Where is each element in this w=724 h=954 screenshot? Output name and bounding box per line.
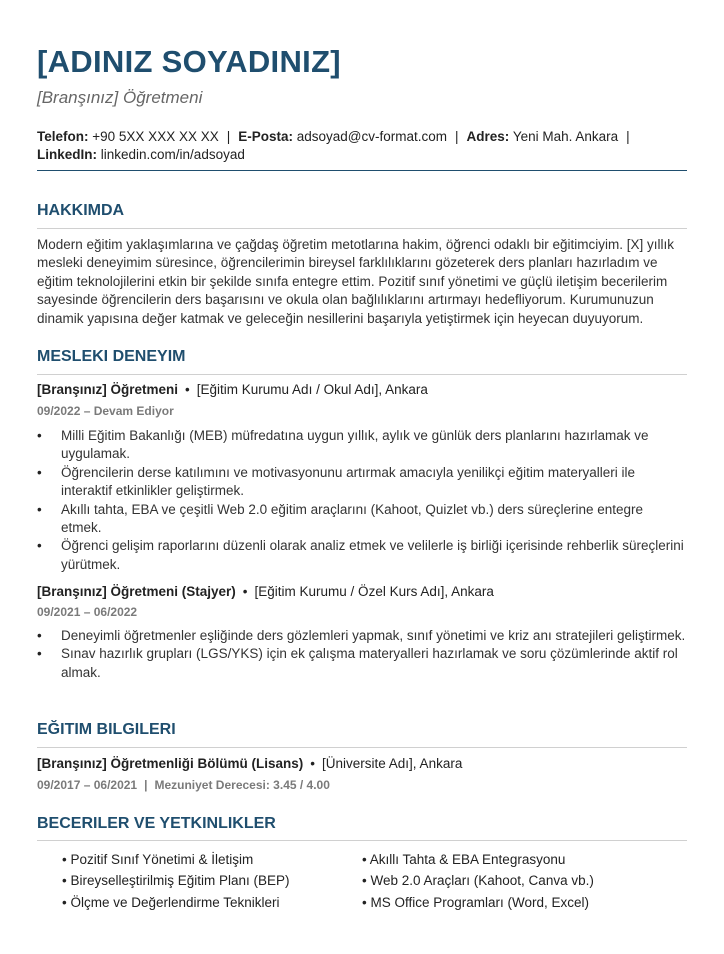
about-text: Modern eğitim yaklaşımlarına ve çağdaş öğretim metotlarına hakim, öğrenci odaklı bir eğitimciyim. [X] yıllık mesleki deneyimim süresince, öğrencilerimin bireysel farklılıklarını gözeterek ders planları hazırladım ve eğitim teknolojilerini etkin bir şekilde sınıfa entegre ettim. Pozitif sınıf yönetimi ve güçlü iletişim becerilerim sayesinde öğrencilerin ders başarısını ve okula olan bağlılıklarını artırmayı hedefliyorum. Kurumunuzun dinamik yapısına değer katmak ve geleceğin nesillerini başarıyla yetiştirmek için heyecan duyuyorum. bbox=[37, 237, 674, 326]
job-separator: • bbox=[185, 382, 190, 397]
education-degree: [Branşınız] Öğretmenliği Bölümü (Lisans) bbox=[37, 756, 304, 771]
phone-label: Telefon: bbox=[37, 129, 89, 144]
contact-separator: | bbox=[455, 129, 459, 144]
skill-item: • Ölçme ve Değerlendirme Teknikleri bbox=[62, 894, 280, 910]
list-item: • Sınav hazırlık grupları (LGS/YKS) için ek çalışma materyalleri hazırlamak ve soru çözümlerinde aktif rol almak. bbox=[37, 645, 687, 682]
job-heading bbox=[37, 382, 428, 397]
section-title-about: HAKKIMDA bbox=[37, 202, 125, 219]
skill-item: • Web 2.0 Araçları (Kahoot, Canva vb.) bbox=[362, 873, 594, 889]
job-org: [Eğitim Kurumu / Özel Kurs Adı], Ankara bbox=[254, 584, 494, 599]
section-title-education: EĞITIM BILGILERI bbox=[37, 721, 176, 738]
phone-value: +90 5XX XXX XX XX bbox=[92, 129, 219, 144]
job-bullets bbox=[37, 427, 687, 574]
list-item: • Öğrencilerin derse katılımını ve motivasyonunu artırmak amacıyla yenilikçi eğitim materyalleri ile interaktif etkinlikler geliştirmek. bbox=[37, 464, 687, 501]
cv-role: [Branşınız] Öğretmeni bbox=[37, 88, 203, 107]
education-separator: • bbox=[310, 756, 316, 771]
list-item: • Akıllı tahta, EBA ve çeşitli Web 2.0 eğitim araçlarını (Kahoot, Quizlet vb.) ders süreçlerine entegre etmek. bbox=[37, 501, 687, 538]
skills-grid bbox=[62, 851, 662, 912]
cv-name: [ADINIZ SOYADINIZ] bbox=[37, 44, 341, 79]
section-divider bbox=[37, 374, 687, 375]
list-item: • Deneyimli öğretmenler eşliğinde ders gözlemleri yapmak, sınıf yönetimi ve kriz anı stratejileri geliştirmek. bbox=[37, 627, 687, 645]
education-date-separator: | bbox=[144, 778, 148, 792]
job-heading bbox=[37, 584, 494, 599]
section-title-skills: BECERILER VE YETKINLIKLER bbox=[37, 815, 276, 832]
contact-info bbox=[37, 128, 687, 164]
education-school: [Üniversite Adı], Ankara bbox=[322, 756, 463, 771]
header-divider bbox=[37, 170, 687, 171]
education-date: 09/2017 – 06/2021 bbox=[37, 778, 138, 792]
section-divider bbox=[37, 228, 687, 229]
skill-item: • Bireyselleştirilmiş Eğitim Planı (BEP) bbox=[62, 873, 290, 889]
job-date: 09/2021 – 06/2022 bbox=[37, 605, 138, 619]
section-divider bbox=[37, 747, 687, 748]
job-role: [Branşınız] Öğretmeni bbox=[37, 382, 179, 397]
list-item: • Öğrenci gelişim raporlarını düzenli olarak analiz etmek ve velilerle iş birliği içerisinde rehberlik süreçlerini yürütmek. bbox=[37, 537, 687, 574]
job-date: 09/2022 – Devam Ediyor bbox=[37, 404, 174, 418]
section-title-experience: MESLEKI DENEYIM bbox=[37, 348, 186, 365]
address-value: Yeni Mah. Ankara bbox=[512, 129, 619, 144]
job-org: [Eğitim Kurumu Adı / Okul Adı], Ankara bbox=[196, 382, 428, 397]
linkedin-value[interactable]: linkedin.com/in/adsoyad bbox=[100, 147, 245, 162]
skill-item: • Akıllı Tahta & EBA Entegrasyonu bbox=[362, 852, 566, 867]
contact-separator: | bbox=[626, 129, 630, 144]
address-label: Adres: bbox=[466, 129, 510, 144]
email-value[interactable]: adsoyad@cv-format.com bbox=[296, 129, 448, 144]
list-item: • Milli Eğitim Bakanlığı (MEB) müfredatına uygun yıllık, aylık ve günlük ders planlarını hazırlamak ve uygulamak. bbox=[37, 427, 687, 464]
job-separator: • bbox=[242, 584, 248, 599]
education-grade: Mezuniyet Derecesi: 3.45 / 4.00 bbox=[154, 778, 330, 792]
linkedin-label: LinkedIn: bbox=[37, 147, 97, 162]
job-role: [Branşınız] Öğretmeni (Stajyer) bbox=[37, 584, 236, 599]
skill-item: • MS Office Programları (Word, Excel) bbox=[362, 894, 590, 910]
education-meta bbox=[37, 778, 330, 792]
skill-item: • Pozitif Sınıf Yönetimi & İletişim bbox=[62, 852, 254, 867]
email-label: E-Posta: bbox=[238, 129, 293, 144]
contact-separator: | bbox=[226, 129, 231, 144]
education-heading bbox=[37, 756, 462, 771]
job-bullets bbox=[37, 627, 687, 682]
section-divider bbox=[37, 840, 687, 841]
